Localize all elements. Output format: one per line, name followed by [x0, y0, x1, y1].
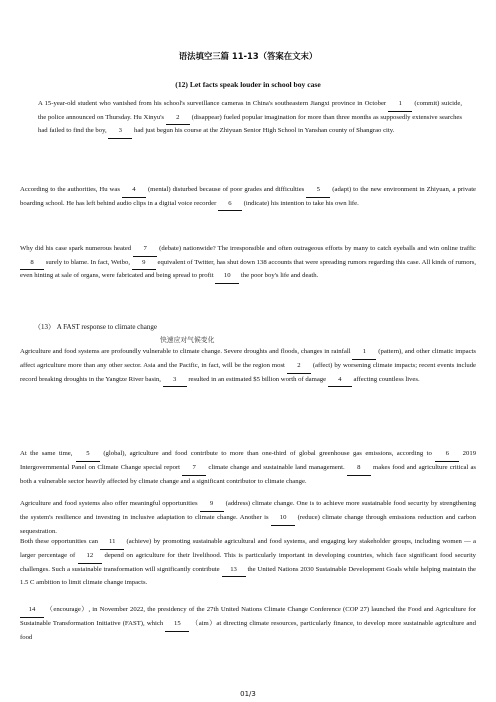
passage-13-paragraph-4: Both these opportunities can 11 (achieve) by promoting sustainable agricultural and food systems, and engaging key stakeholder groups, including women — a larger percentage of 12 depend on agriculture for their livelihood. This is particularly important in developing countries, which face significant food security challenges. Such a sustainable transformation will significantly contribute 13 the United Nations 2030 Sustainable Development Goals while helping maintain the 1.5 C ambition to limit climate change impacts. [20, 538, 477, 587]
blank-7: 7 [133, 243, 157, 257]
passage-13-paragraph-5: 14 （encourage）, in November 2022, the presidency of the 27th United Nations Climate Change Conference (COP 27) launched the Food and Agriculture for Sustainable Transformation Initiative (FAST), which 15 （aim）at directing climate resources, particularly finance, to develop more sustainable agriculture and food [20, 606, 477, 641]
passage-12-title: (12) Let facts speak louder in school boy case [175, 80, 321, 89]
blank-10: 10 [215, 270, 239, 284]
passage-12-paragraph-2: According to the authorities, Hu was 4 (mental) disturbed because of poor grades and difficulties 5 (adapt) to the new environment in Zhiyuan, a private boarding school. He has left behind audio clips in a digital voice recorder 6 (indicate) his intention to take his own life. [20, 184, 476, 211]
blank-8: 8 [20, 257, 44, 271]
blank-13-6: 6 [435, 448, 459, 462]
blank-13-8: 8 [347, 462, 371, 476]
blank-13-4: 4 [328, 374, 352, 388]
passage-13-title-chinese: 快速应对气候变化 [160, 336, 215, 344]
blank-13-1: 1 [352, 346, 376, 360]
blank-2: 2 [166, 112, 190, 126]
passage-13-title: （13） A FAST response to climate change [34, 323, 157, 331]
blank-3: 3 [108, 125, 132, 139]
blank-13-5: 5 [76, 448, 100, 462]
blank-13-13: 13 [222, 564, 246, 578]
passage-12-paragraph-1: A 15-year-old student who vanished from his school's surveillance cameras in China's southeastern Jiangxi province in October 1 (commit) suicide, the police announced on Thursday. Hu Xinyu's 2 (disappear) fueled popular imagination for more than three months as supposedly extensive searches had failed to find the boy, 3 had just begun his course at the Zhiyuan Senior High School in Yanshan county of Shangrao city. [38, 98, 462, 139]
blank-6: 6 [218, 198, 242, 212]
passage-13-paragraph-1: Agriculture and food systems are profoundly vulnerable to climate change. Severe droughts and floods, changes in rainfall 1 (pattern), and other climatic impacts affect agriculture more than any other sector. Asia and the Pacific, in fact, will be the region most 2 (affect) by worsening climate impacts; recent events include record breaking droughts in the Yangtze River basin, 3 resulted in an estimated $5 billion worth of damage 4 affecting countless lives. [20, 346, 476, 387]
blank-13-10: 10 [271, 512, 295, 526]
blank-13-2: 2 [287, 360, 311, 374]
blank-13-9: 9 [200, 498, 224, 512]
passage-13-paragraph-2: At the same time, 5 (global), agriculture and food contribute to more than one-third of global greenhouse gas emissions, according to 6 2019 Intergovernmental Panel on Climate Change special report 7 climate change and sustainable land management. 8 makes food and agriculture critical as both a vulnerable sector heavily affected by climate change and a significant contributor to climate change. [20, 450, 477, 485]
blank-13-12: 12 [78, 550, 102, 564]
blank-9: 9 [132, 257, 156, 271]
blank-13-11: 11 [100, 536, 124, 550]
blank-13-15: 15 [165, 618, 189, 632]
page-number: 01/3 [240, 690, 256, 698]
blank-1: 1 [388, 98, 412, 112]
blank-13-7: 7 [182, 462, 206, 476]
passage-13-paragraph-3: Agriculture and food systems also offer meaningful opportunities 9 (address) climate change. One is to achieve more sustainable food security by strengthening the system's resilience and investing in inclusive adaptation to climate change. Another is 10 (reduce) climate change through emissions reduction and carbon sequestration. [20, 500, 477, 535]
blank-13-3: 3 [163, 374, 187, 388]
blank-5: 5 [306, 184, 330, 198]
passage-12-paragraph-3: Why did his case spark numerous heated 7 (debate) nationwide? The irresponsible and often outrageous efforts by many to catch eyeballs and win online traffic 8 surely to blame. In fact, Weibo, 9 equivalent of Twitter, has shut down 138 accounts that were spreading rumors regarding this case. All kinds of rumors, even hinting at sale of organs, were fabricated and being spread to profit 10 the poor boy's life and death. [20, 243, 476, 284]
blank-4: 4 [122, 184, 146, 198]
blank-13-14: 14 [20, 604, 44, 618]
page-title: 语法填空三篇 11-13（答案在文末） [178, 51, 318, 61]
